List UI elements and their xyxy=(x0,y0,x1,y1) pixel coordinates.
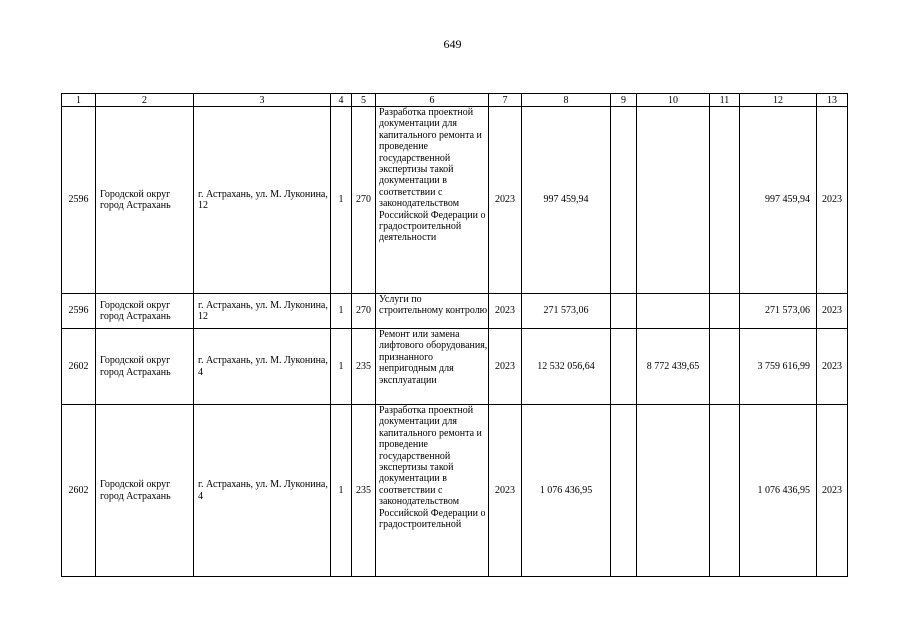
col9-cell xyxy=(611,107,637,294)
column-header: 5 xyxy=(352,94,376,107)
col10-cell xyxy=(637,405,710,577)
end-year-cell: 2023 xyxy=(817,405,848,577)
col12-cell: 271 573,06 xyxy=(740,294,817,329)
total-cost-cell: 12 532 056,64 xyxy=(522,329,611,405)
total-cost-cell: 997 459,94 xyxy=(522,107,611,294)
col9-cell xyxy=(611,329,637,405)
column-header: 9 xyxy=(611,94,637,107)
column-header: 10 xyxy=(637,94,710,107)
table-row xyxy=(62,405,848,577)
year-cell: 2023 xyxy=(489,294,522,329)
column-header: 7 xyxy=(489,94,522,107)
municipality-cell: Городской округ город Астрахань xyxy=(96,329,194,405)
col9-cell xyxy=(611,294,637,329)
end-year-cell: 2023 xyxy=(817,294,848,329)
col12-cell: 997 459,94 xyxy=(740,107,817,294)
work-type-cell: Разработка проектной документации для капитального ремонта и проведение государственной экспертизы такой документации в соответствии с законодательством Российской Федерации о градостроительной деятельности xyxy=(376,107,489,294)
end-year-cell: 2023 xyxy=(817,329,848,405)
municipality-cell: Городской округ город Астрахань xyxy=(96,405,194,577)
row-number: 2596 xyxy=(62,107,96,294)
total-cost-cell: 1 076 436,95 xyxy=(522,405,611,577)
column-header: 11 xyxy=(710,94,740,107)
address-cell: г. Астрахань, ул. М. Луконина, 4 xyxy=(194,405,331,577)
page-number: 649 xyxy=(443,37,462,51)
table-row xyxy=(62,329,848,405)
address-cell: г. Астрахань, ул. М. Луконина, 12 xyxy=(194,294,331,329)
row-number: 2596 xyxy=(62,294,96,329)
col12-cell: 3 759 616,99 xyxy=(740,329,817,405)
column-header: 4 xyxy=(331,94,352,107)
row-number: 2602 xyxy=(62,329,96,405)
col11-cell xyxy=(710,405,740,577)
municipality-cell: Городской округ город Астрахань xyxy=(96,294,194,329)
register-table xyxy=(61,93,848,577)
col4-cell: 1 xyxy=(331,405,352,577)
col4-cell: 1 xyxy=(331,329,352,405)
work-type-cell: Ремонт или замена лифтового оборудования, признанного непригодным для эксплуатации xyxy=(376,329,489,405)
work-type-cell: Услуги по строительному контролю xyxy=(376,294,489,329)
address-cell: г. Астрахань, ул. М. Луконина, 12 xyxy=(194,107,331,294)
col4-cell: 1 xyxy=(331,294,352,329)
total-cost-cell: 271 573,06 xyxy=(522,294,611,329)
col5-cell: 235 xyxy=(352,405,376,577)
table-row xyxy=(62,107,848,294)
end-year-cell: 2023 xyxy=(817,107,848,294)
col5-cell: 235 xyxy=(352,329,376,405)
col9-cell xyxy=(611,405,637,577)
work-type-cell: Разработка проектной документации для капитального ремонта и проведение государственной экспертизы такой документации в соответствии с законодательством Российской Федерации о градостроительной xyxy=(376,405,489,577)
col10-cell: 8 772 439,65 xyxy=(637,329,710,405)
year-cell: 2023 xyxy=(489,107,522,294)
col10-cell xyxy=(637,294,710,329)
table-row xyxy=(62,294,848,329)
column-number-row xyxy=(62,94,848,107)
municipality-cell: Городской округ город Астрахань xyxy=(96,107,194,294)
column-header: 1 xyxy=(62,94,96,107)
address-cell: г. Астрахань, ул. М. Луконина, 4 xyxy=(194,329,331,405)
col5-cell: 270 xyxy=(352,294,376,329)
col11-cell xyxy=(710,107,740,294)
year-cell: 2023 xyxy=(489,405,522,577)
col11-cell xyxy=(710,294,740,329)
column-header: 12 xyxy=(740,94,817,107)
column-header: 3 xyxy=(194,94,331,107)
col11-cell xyxy=(710,329,740,405)
col12-cell: 1 076 436,95 xyxy=(740,405,817,577)
column-header: 2 xyxy=(96,94,194,107)
column-header: 8 xyxy=(522,94,611,107)
col10-cell xyxy=(637,107,710,294)
column-header: 6 xyxy=(376,94,489,107)
year-cell: 2023 xyxy=(489,329,522,405)
row-number: 2602 xyxy=(62,405,96,577)
column-header: 13 xyxy=(817,94,848,107)
col4-cell: 1 xyxy=(331,107,352,294)
col5-cell: 270 xyxy=(352,107,376,294)
